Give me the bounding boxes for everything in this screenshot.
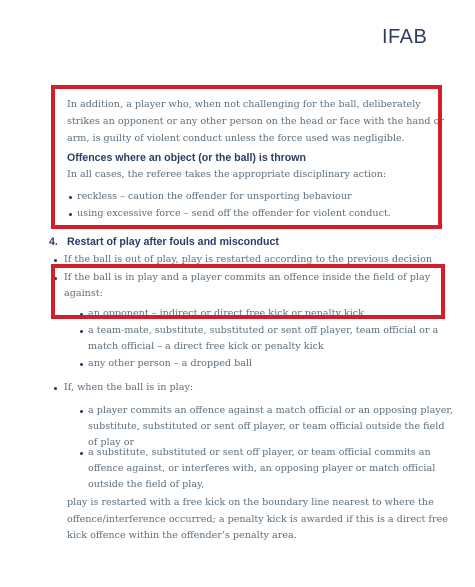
violent-conduct-line-3: arm, is guilty of violent conduct unless the force used was negligible. bbox=[67, 133, 405, 144]
when-item-1-line-3: of play or bbox=[88, 437, 135, 448]
bullet-icon bbox=[54, 387, 57, 390]
highlight-box-top bbox=[51, 85, 442, 229]
bullet-icon bbox=[80, 410, 83, 413]
when-item-1-line-1: a player commits an offence against a match official or an opposing player, bbox=[88, 405, 453, 416]
bullet-icon bbox=[80, 452, 83, 455]
violent-conduct-line-1: In addition, a player who, when not challenging for the ball, deliberately bbox=[67, 99, 421, 110]
object-thrown-heading: Offences where an object (or the ball) is thrown bbox=[67, 152, 306, 164]
out-of-play-text: If the ball is out of play, play is restarted according to the previous decision bbox=[64, 254, 433, 265]
against-item-other-person: any other person – a dropped ball bbox=[88, 358, 253, 369]
against-item-teammate-line-1: a team-mate, substitute, substituted or sent off player, team official or a bbox=[88, 325, 439, 336]
bullet-icon bbox=[80, 330, 83, 333]
section-number: 4. bbox=[49, 236, 58, 248]
against-item-teammate-line-2: match official – a direct free kick or penalty kick bbox=[88, 341, 324, 352]
closing-line-3: kick offence within the offender’s penalty area. bbox=[67, 530, 297, 541]
closing-line-1: play is restarted with a free kick on the boundary line nearest to where the bbox=[67, 497, 434, 508]
when-item-2-line-1: a substitute, substituted or sent off player, or team official commits an bbox=[88, 447, 431, 458]
in-play-line-1: If the ball is in play and a player commits an offence inside the field of play bbox=[64, 272, 431, 283]
bullet-icon bbox=[80, 363, 83, 366]
object-item-excessive-force: using excessive force – send off the offender for violent conduct. bbox=[77, 208, 391, 219]
when-item-1-line-2: substitute, substituted or sent off player, or team official outside the field bbox=[88, 421, 445, 432]
highlight-box-middle bbox=[51, 264, 445, 319]
bullet-icon bbox=[54, 259, 57, 262]
ifab-logo: IFAB bbox=[382, 26, 428, 48]
section-title: Restart of play after fouls and misconduct bbox=[67, 236, 279, 248]
object-thrown-intro: In all cases, the referee takes the appropriate disciplinary action: bbox=[67, 169, 387, 180]
when-item-2-line-3: outside the field of play, bbox=[88, 479, 205, 490]
violent-conduct-line-2: strikes an opponent or any other person on the head or face with the hand or bbox=[67, 116, 444, 127]
object-item-reckless: reckless – caution the offender for unsporting behaviour bbox=[77, 191, 352, 202]
when-item-2-line-2: offence against, or interferes with, an opposing player or match official bbox=[88, 463, 436, 474]
in-play-line-2: against: bbox=[64, 288, 103, 299]
closing-line-2: offence/interference occurred; a penalty kick is awarded if this is a direct free bbox=[67, 514, 448, 525]
when-in-play-text: If, when the ball is in play: bbox=[64, 382, 194, 393]
against-item-opponent: an opponent – indirect or direct free kick or penalty kick bbox=[88, 308, 364, 319]
